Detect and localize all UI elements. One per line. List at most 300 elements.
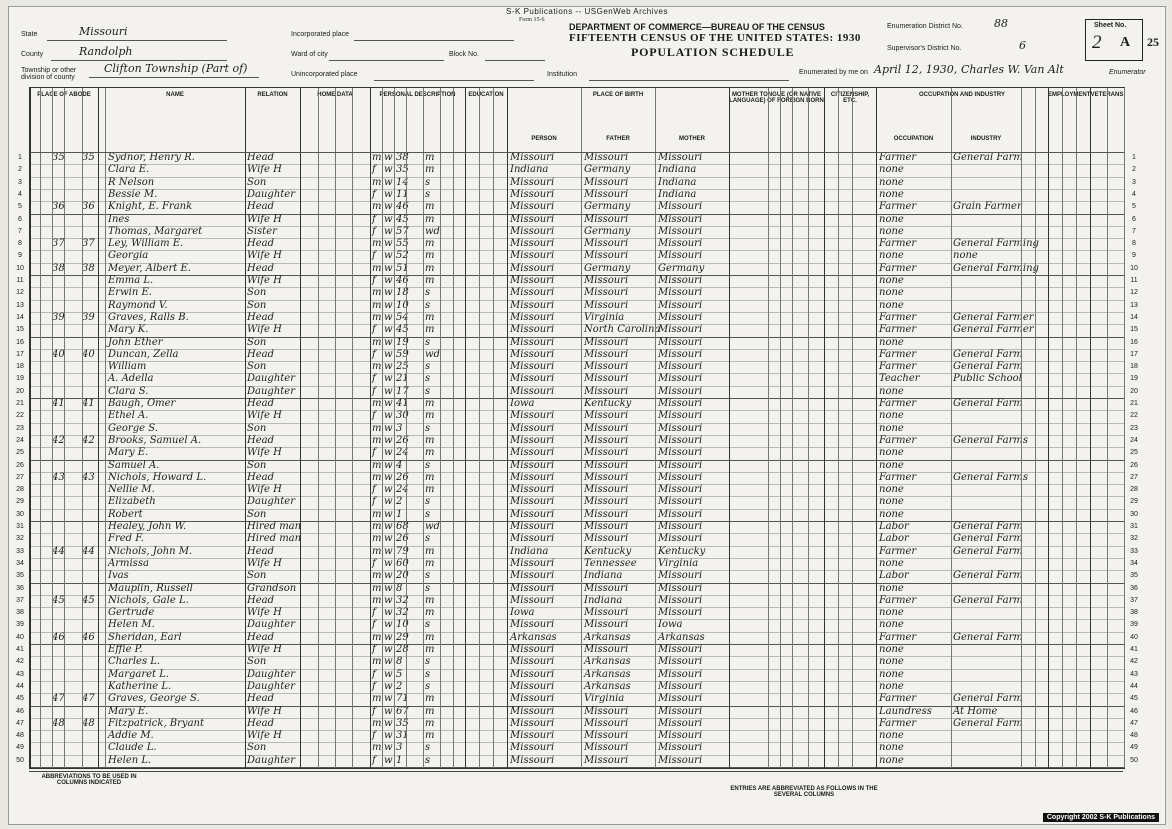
age: 45 <box>396 324 409 336</box>
grid-column-line <box>768 88 769 768</box>
birthplace-mother: Missouri <box>658 693 703 705</box>
relation: Son <box>247 299 267 311</box>
occupation: Farmer <box>879 631 917 643</box>
line-number-right: 16 <box>1130 338 1138 346</box>
person-name: Georgia <box>108 250 149 262</box>
sex: m <box>372 693 382 705</box>
sheet-number: 2 <box>1092 32 1102 53</box>
dwelling-number: 39 <box>52 311 65 323</box>
line-number-right: 13 <box>1130 301 1138 309</box>
grid-column-line <box>453 88 454 768</box>
occupation: Farmer <box>879 348 917 360</box>
occupation: none <box>879 250 904 262</box>
marital-status: s <box>425 176 431 188</box>
supervisor-value: 6 <box>1019 39 1026 52</box>
relation: Wife H <box>247 484 282 496</box>
occupation: Labor <box>879 570 909 582</box>
page-number: 25 <box>1147 35 1159 49</box>
person-name: Effie P. <box>108 644 143 655</box>
age: 31 <box>396 730 409 742</box>
race: w <box>384 275 393 286</box>
birthplace-mother: Missouri <box>658 496 703 508</box>
birthplace-person: Arkansas <box>510 631 557 643</box>
birthplace-person: Missouri <box>510 754 555 766</box>
line-number: 21 <box>16 400 24 407</box>
row-line <box>30 583 1124 584</box>
relation: Son <box>247 422 267 434</box>
sex: m <box>372 545 382 557</box>
relation: Son <box>247 336 267 348</box>
grid-column-line <box>1021 88 1022 768</box>
birthplace-mother: Missouri <box>658 533 703 545</box>
birthplace-person: Missouri <box>510 521 555 532</box>
age: 55 <box>396 238 409 250</box>
birthplace-person: Missouri <box>510 410 555 422</box>
occupation: none <box>879 188 904 200</box>
birthplace-person: Missouri <box>510 730 555 742</box>
birthplace-person: Missouri <box>510 250 555 262</box>
line-number-right: 32 <box>1130 535 1138 543</box>
line-number-right: 15 <box>1130 326 1138 334</box>
person-name: R Nelson <box>108 176 155 188</box>
row-line <box>30 607 1124 608</box>
birthplace-person: Missouri <box>510 213 555 225</box>
birthplace-mother: Iowa <box>658 619 683 631</box>
occupation: none <box>879 607 904 619</box>
race: w <box>384 188 393 200</box>
birthplace-person: Indiana <box>510 545 549 557</box>
industry: General Farm <box>953 693 1023 705</box>
family-number: 37 <box>82 238 95 250</box>
line-number-right: 36 <box>1130 584 1138 592</box>
birthplace-mother: Indiana <box>658 164 697 176</box>
person-name: Nichols, Gale L. <box>108 594 189 606</box>
sex: f <box>372 484 376 496</box>
industry: none <box>953 250 978 262</box>
sex: m <box>372 521 382 532</box>
sex: m <box>372 459 382 471</box>
sex: m <box>372 742 382 754</box>
birthplace-mother: Missouri <box>658 152 703 163</box>
grid-column-line <box>1107 88 1108 768</box>
sex: f <box>372 164 376 176</box>
relation: Daughter <box>247 680 295 692</box>
birthplace-father: Missouri <box>584 361 629 373</box>
birthplace-father: Missouri <box>584 373 629 385</box>
race: w <box>384 299 393 311</box>
age: 35 <box>396 717 409 729</box>
block-label: Block No. <box>449 51 479 58</box>
relation: Wife H <box>247 705 282 717</box>
birthplace-mother: Missouri <box>658 570 703 582</box>
age: 24 <box>396 484 409 496</box>
relation: Head <box>247 717 275 729</box>
supervisor-label: Supervisor's District No. <box>887 45 962 52</box>
marital-status: m <box>425 164 435 176</box>
row-line <box>30 177 1124 178</box>
birthplace-father: Germany <box>584 262 631 274</box>
person-name: Fred F. <box>108 533 144 545</box>
line-number-right: 30 <box>1130 510 1138 518</box>
occupation: Labor <box>879 521 909 532</box>
person-name: Brooks, Samuel A. <box>108 434 202 446</box>
grid-column-line <box>98 88 99 768</box>
line-number: 8 <box>18 240 22 248</box>
birthplace-father: Missouri <box>584 348 629 360</box>
relation: Head <box>247 594 275 606</box>
row-line <box>30 300 1124 301</box>
birthplace-mother: Missouri <box>658 385 703 397</box>
township-label: Township or other division of county <box>21 67 77 81</box>
occupation: none <box>879 656 904 668</box>
birthplace-person: Missouri <box>510 644 555 655</box>
grid-column-line <box>394 88 395 768</box>
age: 10 <box>396 299 409 311</box>
race: w <box>384 693 393 705</box>
birthplace-mother: Missouri <box>658 607 703 619</box>
age: 1 <box>396 754 403 766</box>
race: w <box>384 287 393 299</box>
sex: f <box>372 410 376 422</box>
relation: Head <box>247 152 275 163</box>
row-line <box>30 558 1124 559</box>
occupation: none <box>879 385 904 397</box>
age: 17 <box>396 385 409 397</box>
census-sheet <box>8 6 1166 825</box>
birthplace-father: Missouri <box>584 213 629 225</box>
line-number-right: 29 <box>1130 498 1138 506</box>
birthplace-person: Iowa <box>510 607 535 619</box>
person-name: Mary E. <box>108 447 149 459</box>
line-number: 24 <box>16 436 24 444</box>
sex: f <box>372 557 376 569</box>
sex: m <box>372 176 382 188</box>
race: w <box>384 496 393 508</box>
age: 26 <box>396 434 409 446</box>
occupation: none <box>879 176 904 188</box>
race: w <box>384 348 393 360</box>
group-relation: RELATION <box>257 92 288 98</box>
enumerator-name: Charles W. Van Alt <box>961 63 1064 76</box>
sub-industry: INDUSTRY <box>970 136 1002 142</box>
line-number-right: 40 <box>1130 633 1138 641</box>
township-value: Clifton Township (Part of) <box>104 62 248 75</box>
age: 26 <box>396 533 409 545</box>
sex: m <box>372 336 382 348</box>
row-line <box>30 496 1124 497</box>
family-number: 48 <box>82 717 95 729</box>
person-name: Ley, William E. <box>108 238 184 250</box>
age: 52 <box>396 250 409 262</box>
occupation: none <box>879 557 904 569</box>
line-number-right: 6 <box>1132 215 1136 223</box>
grid-column-line <box>1124 88 1125 768</box>
line-number: 13 <box>16 301 24 309</box>
age: 2 <box>396 680 403 692</box>
family-number: 42 <box>82 434 95 446</box>
birthplace-father: Missouri <box>584 619 629 631</box>
relation: Head <box>247 545 275 557</box>
row-line <box>30 386 1124 387</box>
sex: f <box>372 447 376 459</box>
birthplace-father: Missouri <box>584 434 629 446</box>
relation: Head <box>247 693 275 705</box>
birthplace-father: Missouri <box>584 299 629 311</box>
sex: f <box>372 250 376 262</box>
line-number: 6 <box>18 215 22 223</box>
birthplace-father: Missouri <box>584 238 629 250</box>
census-title: FIFTEENTH CENSUS OF THE UNITED STATES: 1930 <box>569 32 861 44</box>
dwelling-number: 37 <box>52 238 65 250</box>
age: 28 <box>396 644 409 655</box>
occupation: Farmer <box>879 262 917 274</box>
grid-column-line <box>40 88 41 768</box>
marital-status: m <box>425 717 435 729</box>
birthplace-father: Missouri <box>584 496 629 508</box>
line-number: 1 <box>18 154 22 161</box>
person-name: Armissa <box>108 557 149 569</box>
line-number: 34 <box>16 559 24 567</box>
industry: Public School <box>953 373 1022 385</box>
relation: Daughter <box>247 754 295 766</box>
line-number-right: 7 <box>1132 227 1136 235</box>
line-number-right: 39 <box>1130 621 1138 629</box>
group-personal: PERSONAL DESCRIPTION <box>379 92 456 98</box>
age: 25 <box>396 361 409 373</box>
age: 60 <box>396 557 409 569</box>
birthplace-person: Missouri <box>510 668 555 680</box>
birthplace-person: Missouri <box>510 324 555 336</box>
line-number-right: 50 <box>1130 756 1138 764</box>
line-number: 26 <box>16 461 24 469</box>
grid-column-line <box>245 88 246 768</box>
line-number: 16 <box>16 338 24 346</box>
state-label: State <box>21 31 38 38</box>
person-name: Charles L. <box>108 656 161 668</box>
marital-status: s <box>425 508 431 520</box>
relation: Head <box>247 631 275 643</box>
line-number: 5 <box>18 203 22 211</box>
race: w <box>384 324 393 336</box>
grid-column-line <box>52 88 53 768</box>
marital-status: m <box>425 545 435 557</box>
person-name: Ivas <box>108 570 129 582</box>
birthplace-father: Missouri <box>584 508 629 520</box>
marital-status: s <box>425 188 431 200</box>
enumerated-date: April 12, 1930, <box>874 63 958 76</box>
birthplace-mother: Missouri <box>658 311 703 323</box>
age: 1 <box>396 508 403 520</box>
occupation: none <box>879 225 904 237</box>
race: w <box>384 582 393 594</box>
person-name: Gertrude <box>108 607 155 619</box>
birthplace-mother: Missouri <box>658 213 703 225</box>
occupation: Farmer <box>879 594 917 606</box>
sex: m <box>372 594 382 606</box>
line-number: 30 <box>16 510 24 518</box>
county-value: Randolph <box>79 45 133 58</box>
birthplace-person: Indiana <box>510 164 549 176</box>
birthplace-person: Missouri <box>510 459 555 471</box>
birthplace-mother: Missouri <box>658 730 703 742</box>
sheet-side: A <box>1120 35 1131 50</box>
marital-status: m <box>425 607 435 619</box>
birthplace-mother: Missouri <box>658 508 703 520</box>
marital-status: s <box>425 570 431 582</box>
relation: Wife H <box>247 607 282 619</box>
race: w <box>384 311 393 323</box>
relation: Son <box>247 361 267 373</box>
person-name: Helen M. <box>108 619 155 631</box>
birthplace-mother: Missouri <box>658 361 703 373</box>
group-veterans: VETERANS <box>1090 92 1124 98</box>
age: 79 <box>396 545 409 557</box>
relation: Head <box>247 262 275 274</box>
line-number-right: 27 <box>1130 473 1138 481</box>
birthplace-father: Missouri <box>584 459 629 471</box>
institution-label: Institution <box>547 71 577 78</box>
birthplace-father: Missouri <box>584 275 629 286</box>
person-name: Mary K. <box>108 324 149 336</box>
line-number: 14 <box>16 313 24 321</box>
occupation: none <box>879 484 904 496</box>
marital-status: s <box>425 754 431 766</box>
race: w <box>384 484 393 496</box>
age: 68 <box>396 521 409 532</box>
industry: General Farming <box>953 238 1039 250</box>
marital-status: m <box>425 324 435 336</box>
dwelling-number: 46 <box>52 631 65 643</box>
row-line <box>30 681 1124 682</box>
row-line <box>30 214 1124 215</box>
line-number-right: 18 <box>1130 363 1138 371</box>
race: w <box>384 373 393 385</box>
grid-column-line <box>406 88 407 768</box>
line-number: 43 <box>16 670 24 678</box>
age: 54 <box>396 311 409 323</box>
age: 71 <box>396 693 409 705</box>
birthplace-father: Arkansas <box>584 668 631 680</box>
birthplace-person: Missouri <box>510 152 555 163</box>
occupation: Farmer <box>879 434 917 446</box>
line-number-right: 45 <box>1130 695 1138 703</box>
birthplace-mother: Virginia <box>658 557 699 569</box>
grid-column-line <box>780 88 781 768</box>
grid-column-line <box>876 88 877 768</box>
relation: Head <box>247 434 275 446</box>
occupation: none <box>879 496 904 508</box>
header-divider <box>30 152 1124 153</box>
line-number: 35 <box>16 572 24 580</box>
person-name: Duncan, Zella <box>108 348 179 360</box>
industry: General Farm <box>953 533 1023 545</box>
occupation: none <box>879 164 904 176</box>
race: w <box>384 521 393 532</box>
age: 20 <box>396 570 409 582</box>
line-number-right: 5 <box>1132 203 1136 211</box>
line-number-right: 42 <box>1130 658 1138 666</box>
relation: Son <box>247 459 267 471</box>
line-number: 45 <box>16 695 24 703</box>
source-line: S-K Publications -- USGenWeb Archives <box>506 7 668 16</box>
incorporated-label: Incorporated place <box>291 31 349 38</box>
industry: Grain Farmer <box>953 201 1022 213</box>
enumerator-label: Enumerator <box>1109 69 1146 76</box>
row-line <box>30 164 1124 165</box>
dwelling-number: 47 <box>52 693 65 705</box>
birthplace-father: Arkansas <box>584 656 631 668</box>
marital-status: s <box>425 299 431 311</box>
family-number: 47 <box>82 693 95 705</box>
relation: Hired man <box>247 521 302 532</box>
line-number-right: 48 <box>1130 732 1138 740</box>
marital-status: m <box>425 238 435 250</box>
family-number: 39 <box>82 311 95 323</box>
group-occupation: OCCUPATION AND INDUSTRY <box>919 92 1005 98</box>
occupation: Farmer <box>879 201 917 213</box>
relation: Head <box>247 201 275 213</box>
marital-status: m <box>425 434 435 446</box>
race: w <box>384 152 393 163</box>
birthplace-person: Missouri <box>510 201 555 213</box>
sex: f <box>372 607 376 619</box>
birthplace-person: Missouri <box>510 373 555 385</box>
age: 41 <box>396 398 409 409</box>
grid-column-line <box>729 88 730 768</box>
relation: Wife H <box>247 644 282 655</box>
industry: General Farming <box>953 262 1039 274</box>
birthplace-person: Missouri <box>510 471 555 483</box>
occupation: Laundress <box>879 705 932 717</box>
marital-status: m <box>425 250 435 262</box>
age: 5 <box>396 668 403 680</box>
line-number-right: 47 <box>1130 719 1138 727</box>
state-value: Missouri <box>79 25 128 38</box>
industry: General Farm <box>953 398 1023 409</box>
line-number-right: 14 <box>1130 313 1138 321</box>
line-number: 11 <box>16 277 24 284</box>
relation: Wife H <box>247 447 282 459</box>
marital-status: m <box>425 693 435 705</box>
birthplace-person: Missouri <box>510 705 555 717</box>
birthplace-father: North Carolina <box>584 324 661 336</box>
birthplace-person: Iowa <box>510 398 535 409</box>
age: 8 <box>396 656 403 668</box>
person-name: Graves, Ralls B. <box>108 311 189 323</box>
marital-status: m <box>425 262 435 274</box>
line-number-right: 21 <box>1130 400 1138 407</box>
race: w <box>384 176 393 188</box>
row-line <box>30 423 1124 424</box>
birthplace-mother: Missouri <box>658 373 703 385</box>
industry: General Farm <box>953 570 1023 582</box>
age: 32 <box>396 594 409 606</box>
occupation: Farmer <box>879 471 917 483</box>
person-name: Clara S. <box>108 385 149 397</box>
line-number: 18 <box>16 363 24 371</box>
occupation: Farmer <box>879 398 917 409</box>
line-number-right: 17 <box>1130 350 1138 358</box>
relation: Son <box>247 742 267 754</box>
grid-column-line <box>852 88 853 768</box>
person-name: Mary E. <box>108 705 149 717</box>
relation: Hired man <box>247 533 302 545</box>
line-number: 10 <box>16 264 24 272</box>
occupation: none <box>879 668 904 680</box>
birthplace-person: Missouri <box>510 582 555 594</box>
occupation: none <box>879 644 904 655</box>
schedule-title: POPULATION SCHEDULE <box>631 45 795 59</box>
